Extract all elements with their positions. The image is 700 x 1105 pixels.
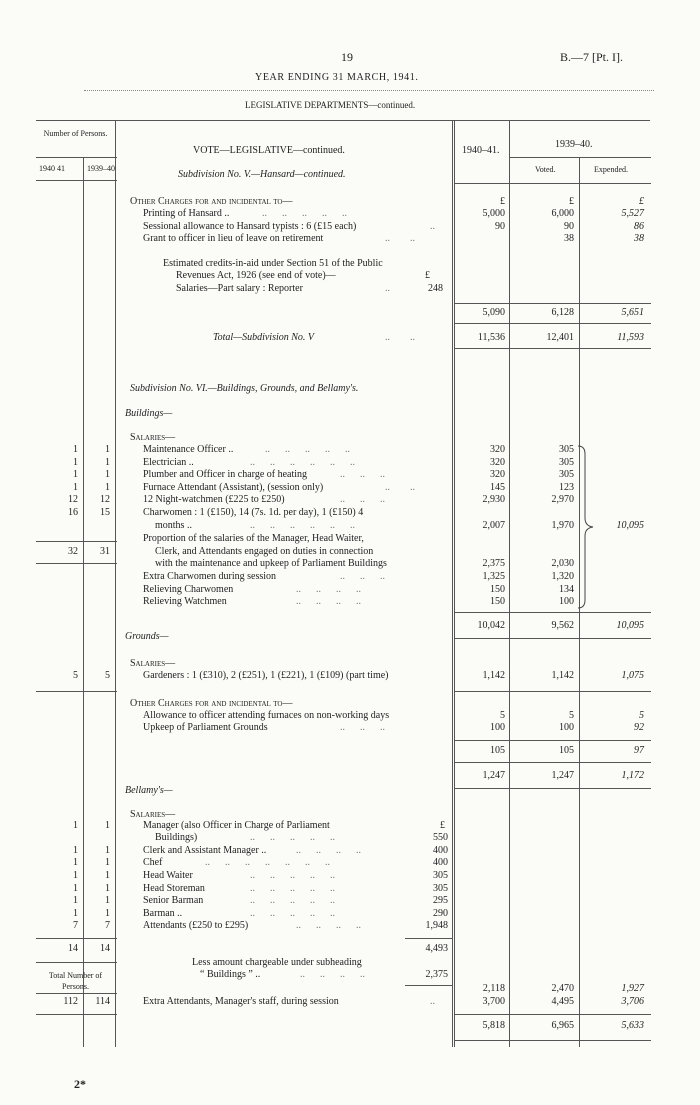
value-voted: 1,142 (551, 670, 574, 681)
line-item-label: Relieving Watchmen (143, 596, 227, 607)
value-voted: 134 (559, 584, 574, 595)
value-1940-41: 1,325 (482, 571, 505, 582)
line-item-label: Barman .. (143, 908, 183, 919)
rule (36, 157, 117, 158)
line-item-label: Furnace Attendant (Assistant), (session only) (143, 482, 324, 493)
less-amount: 2,375 (425, 969, 448, 980)
rule (454, 183, 651, 184)
persons-1940-41: 1 (73, 895, 78, 906)
part-salary-reporter: Salaries—Part salary : Reporter (176, 283, 303, 294)
line-item-label: Charwomen : 1 (£150), 14 (7s. 1d. per day), 1 (£150) 4 (143, 507, 364, 518)
leader-dots: .. .. .. .. (300, 969, 365, 980)
line-item-label: Printing of Hansard .. (143, 208, 230, 219)
extra-expended: 3,706 (621, 996, 644, 1007)
grounds-total-voted: 1,247 (551, 770, 574, 781)
persons-1940-41: 1 (73, 457, 78, 468)
leader-dots: .. .. .. .. .. .. (250, 520, 355, 531)
line-item-label: Attendants (£250 to £295) (143, 920, 249, 931)
value-expended: 86 (634, 221, 644, 232)
rule (454, 638, 651, 639)
persons-1939-40: 1 (105, 883, 110, 894)
persons-1940-41: 12 (68, 494, 78, 505)
value-1940-41: 320 (490, 469, 505, 480)
leader-dots: .. .. .. .. .. .. .. (205, 857, 330, 868)
voted-heading: Voted. (535, 165, 556, 174)
rule (36, 691, 117, 692)
leader-dots: .. .. .. .. (296, 596, 361, 607)
leader-dots: .. (385, 283, 390, 294)
value-voted: 305 (559, 457, 574, 468)
value-voted: 305 (559, 444, 574, 455)
line-item-label: Maintenance Officer .. (143, 444, 234, 455)
line-item-label: Allowance to officer attending furnaces on non-working days (143, 710, 390, 721)
persons-1940-41: 1 (73, 469, 78, 480)
rule (36, 541, 117, 542)
number-of-persons-heading: Number of Persons. (43, 129, 108, 138)
value-voted: 100 (559, 722, 574, 733)
brace-icon (576, 444, 598, 610)
value-1940-41: 150 (490, 596, 505, 607)
net-1940-41: 2,118 (482, 983, 505, 994)
amount: 290 (433, 908, 448, 919)
rule (454, 1014, 651, 1015)
leader-dots: .. .. .. .. .. (250, 883, 335, 894)
value-1940-41: 320 (490, 444, 505, 455)
value-voted: 6,000 (551, 208, 574, 219)
persons-sum-1940-41: 32 (68, 546, 78, 557)
persons-1939-40: 1 (105, 895, 110, 906)
rule (509, 157, 651, 158)
bellamys-total-1940-41: 5,818 (482, 1020, 505, 1031)
leader-dots: .. .. .. .. .. .. (250, 457, 355, 468)
rule (454, 691, 651, 692)
part-salary-amount: 248 (428, 283, 443, 294)
line-item-label: Plumber and Officer in charge of heating (143, 469, 308, 480)
column-rule (509, 120, 510, 1047)
value-1940-41: 2,375 (482, 558, 505, 569)
value-voted: 90 (564, 221, 574, 232)
amount: 400 (433, 845, 448, 856)
value-voted: 100 (559, 596, 574, 607)
value-1940-41: 2,930 (482, 494, 505, 505)
value-voted: 5 (569, 710, 574, 721)
currency-mark: £ (569, 196, 574, 207)
document-reference: B.—7 [Pt. I]. (560, 50, 623, 64)
currency-mark: £ (425, 270, 430, 281)
rule (454, 323, 651, 324)
net-expended: 1,927 (621, 983, 644, 994)
other-total-1940-41: 105 (490, 745, 505, 756)
rule (36, 938, 117, 939)
column-rule (452, 120, 453, 1047)
persons-1939-40: 5 (105, 670, 110, 681)
value-voted: 123 (559, 482, 574, 493)
net-voted: 2,470 (551, 983, 574, 994)
persons-1940-41: 5 (73, 670, 78, 681)
leader-dots: .. .. .. (340, 494, 385, 505)
subtotal-voted: 6,128 (551, 307, 574, 318)
rule (454, 612, 651, 613)
value-expended: 92 (634, 722, 644, 733)
leader-dots: .. .. .. .. .. (250, 895, 335, 906)
rule (454, 740, 651, 741)
line-item-label: Sessional allowance to Hansard typists : 6 (£15 each) (143, 221, 357, 232)
line-item-label: Extra Charwomen during session (143, 571, 277, 582)
line-item-label: Upkeep of Parliament Grounds (143, 722, 268, 733)
leader-dots: .. .. .. (340, 722, 385, 733)
persons-1939-40: 1 (105, 457, 110, 468)
value-voted: 38 (564, 233, 574, 244)
persons-1939-40: 1 (105, 845, 110, 856)
line-item-label: with the maintenance and upkeep of Parliament Buildings (155, 558, 387, 569)
persons-1940-41: 1 (73, 908, 78, 919)
persons-1940-41: 1 (73, 444, 78, 455)
total-voted: 12,401 (546, 332, 574, 343)
persons-1939-40: 1 (105, 908, 110, 919)
line-item-label: Proportion of the salaries of the Manager, Head Waiter, (143, 533, 364, 544)
page-number: 19 (341, 50, 353, 64)
persons-1939-40: 12 (100, 494, 110, 505)
value-1940-41: 2,007 (482, 520, 505, 531)
rule (36, 993, 117, 994)
total-1940-41: 11,536 (477, 332, 505, 343)
persons-sum-1940-41: 14 (68, 943, 78, 954)
subtotal-expended: 5,651 (621, 307, 644, 318)
leader-dots: .. .. .. .. .. (250, 832, 335, 843)
leader-dots: .. .. .. .. (296, 845, 361, 856)
leader-dots: .. (430, 996, 435, 1007)
rule (454, 348, 651, 349)
rule (405, 938, 452, 939)
persons-1940-41: 1 (73, 845, 78, 856)
bracket-total-expended: 10,095 (616, 520, 644, 531)
grounds-total-expended: 1,172 (621, 770, 644, 781)
vote-title: VOTE—LEGISLATIVE—continued. (193, 145, 345, 156)
persons-1939-40: 7 (105, 920, 110, 931)
value-1940-41: 90 (495, 221, 505, 232)
currency-mark: £ (500, 196, 505, 207)
value-1940-41: 145 (490, 482, 505, 493)
persons-1940-41: 1 (73, 870, 78, 881)
bellamys-heading: Bellamy's— (125, 785, 173, 796)
extra-1940-41: 3,700 (482, 996, 505, 1007)
rule (36, 563, 117, 564)
buildings-total-1940-41: 10,042 (477, 620, 505, 631)
estimated-credits: Revenues Act, 1926 (see end of vote)— (176, 270, 336, 281)
salaries-heading: Salaries— (130, 658, 176, 669)
total-persons-1939-40: 114 (95, 996, 110, 1007)
amount: 305 (433, 883, 448, 894)
value-expended: 5,527 (621, 208, 644, 219)
persons-1940-41: 1 (73, 857, 78, 868)
rule (454, 788, 651, 789)
extra-voted: 4,495 (551, 996, 574, 1007)
subdivision-v-title: Subdivision No. V.—Hansard—continued. (178, 169, 346, 180)
persons-1939-40: 15 (100, 507, 110, 518)
value-1940-41: 5 (500, 710, 505, 721)
leader-dots: .. .. (385, 332, 415, 343)
rule (454, 1040, 651, 1041)
leader-dots: .. .. .. (340, 571, 385, 582)
buildings-total-voted: 9,562 (551, 620, 574, 631)
value-voted: 1,320 (551, 571, 574, 582)
persons-1939-40: 1 (105, 870, 110, 881)
line-item-label: Gardeners : 1 (£310), 2 (£251), 1 (£221), 1 (£109) (part time) (143, 670, 389, 681)
leader-dots: .. .. .. .. .. (262, 208, 347, 219)
estimated-credits: Estimated credits-in-aid under Section 51 of the Public (163, 258, 383, 269)
line-item-label: Extra Attendants, Manager's staff, during session (143, 996, 339, 1007)
persons-1940-41: 16 (68, 507, 78, 518)
other-charges-heading: Other Charges for and incidental to— (130, 196, 293, 207)
persons-1940-41: 7 (73, 920, 78, 931)
persons-1939-40: 1 (105, 857, 110, 868)
column-1940-41: 1940 41 (39, 164, 65, 173)
value-1940-41: 150 (490, 584, 505, 595)
value-expended: 1,075 (621, 670, 644, 681)
amount: 305 (433, 870, 448, 881)
department-heading: LEGISLATIVE DEPARTMENTS—continued. (245, 100, 416, 110)
persons-1939-40: 1 (105, 444, 110, 455)
column-rule (115, 120, 116, 1047)
leader-dots: .. .. .. .. .. (250, 870, 335, 881)
persons-1940-41: 1 (73, 883, 78, 894)
leader-dots: .. .. (385, 233, 415, 244)
salaries-heading: Salaries— (130, 809, 176, 820)
rule (84, 90, 654, 91)
bellamys-total-expended: 5,633 (621, 1020, 644, 1031)
persons-sum-1939-40: 14 (100, 943, 110, 954)
line-item-label: Clerk, and Attendants engaged on duties in connection (155, 546, 374, 557)
subdivision-vi-title: Subdivision No. VI.—Buildings, Grounds, and Bellamy's. (130, 383, 359, 394)
value-1940-41: 100 (490, 722, 505, 733)
total-expended: 11,593 (617, 332, 644, 343)
other-charges-heading: Other Charges for and incidental to— (130, 698, 293, 709)
rule (36, 120, 650, 121)
total-subdivision-v: Total—Subdivision No. V (213, 332, 315, 343)
persons-1939-40: 1 (105, 820, 110, 831)
signature-mark: 2* (74, 1077, 86, 1091)
leader-dots: .. .. (385, 482, 415, 493)
value-1940-41: 1,142 (482, 670, 505, 681)
bellamys-salaries-sum: 4,493 (425, 943, 448, 954)
amount: 295 (433, 895, 448, 906)
value-expended: 38 (634, 233, 644, 244)
line-item-label: Grant to officer in lieu of leave on retirement (143, 233, 324, 244)
leader-dots: .. .. .. .. .. (250, 908, 335, 919)
leader-dots: .. .. .. .. .. (265, 444, 350, 455)
rule (36, 1014, 117, 1015)
persons-sum-1939-40: 31 (100, 546, 110, 557)
line-item-label: 12 Night-watchmen (£225 to £250) (143, 494, 285, 505)
value-expended: 5 (639, 710, 644, 721)
leader-dots: .. .. .. .. (296, 584, 361, 595)
amount: 1,948 (425, 920, 448, 931)
less-chargeable: “ Buildings ” .. (200, 969, 261, 980)
line-item-label: Head Waiter (143, 870, 193, 881)
year-1940-41: 1940–41. (462, 145, 500, 156)
persons-1939-40: 1 (105, 469, 110, 480)
column-1939-40: 1939–40 (87, 164, 115, 173)
line-item-label: months .. (155, 520, 192, 531)
line-item-label: Relieving Charwomen (143, 584, 234, 595)
persons-1940-41: 1 (73, 820, 78, 831)
buildings-heading: Buildings— (125, 408, 173, 419)
currency-mark: £ (440, 820, 445, 831)
other-total-expended: 97 (634, 745, 644, 756)
value-1940-41: 5,000 (482, 208, 505, 219)
persons-1940-41: 1 (73, 482, 78, 493)
subtotal-1940-41: 5,090 (482, 307, 505, 318)
line-item-label: Buildings) (155, 832, 198, 843)
value-voted: 1,970 (551, 520, 574, 531)
line-item-label: Head Storeman (143, 883, 205, 894)
year-1939-40: 1939–40. (555, 139, 593, 150)
less-chargeable: Less amount chargeable under subheading (192, 957, 362, 968)
line-item-label: Chef (143, 857, 163, 868)
rule (405, 985, 452, 986)
leader-dots: .. (430, 221, 435, 232)
rule (454, 762, 651, 763)
amount: 400 (433, 857, 448, 868)
expended-heading: Expended. (594, 165, 628, 174)
value-voted: 2,030 (551, 558, 574, 569)
leader-dots: .. .. .. (340, 469, 385, 480)
bellamys-total-voted: 6,965 (551, 1020, 574, 1031)
year-title: YEAR ENDING 31 MARCH, 1941. (255, 72, 419, 83)
value-voted: 2,970 (551, 494, 574, 505)
other-total-voted: 105 (559, 745, 574, 756)
line-item-label: Senior Barman (143, 895, 204, 906)
buildings-total-expended: 10,095 (616, 620, 644, 631)
column-rule (454, 120, 455, 1047)
value-voted: 305 (559, 469, 574, 480)
line-item-label: Electrician .. (143, 457, 194, 468)
line-item-label: Clerk and Assistant Manager .. (143, 845, 267, 856)
rule (36, 180, 117, 181)
currency-mark: £ (639, 196, 644, 207)
leader-dots: .. .. .. .. (296, 920, 361, 931)
total-persons-1940-41: 112 (63, 996, 78, 1007)
amount: 550 (433, 832, 448, 843)
persons-1939-40: 1 (105, 482, 110, 493)
rule (36, 962, 117, 963)
grounds-total-1940-41: 1,247 (482, 770, 505, 781)
total-number-of-persons: Total Number of Persons. (48, 971, 103, 991)
salaries-heading: Salaries— (130, 432, 176, 443)
line-item-label: Manager (also Officer in Charge of Parliament (143, 820, 330, 831)
rule (454, 303, 651, 304)
grounds-heading: Grounds— (125, 631, 169, 642)
value-1940-41: 320 (490, 457, 505, 468)
